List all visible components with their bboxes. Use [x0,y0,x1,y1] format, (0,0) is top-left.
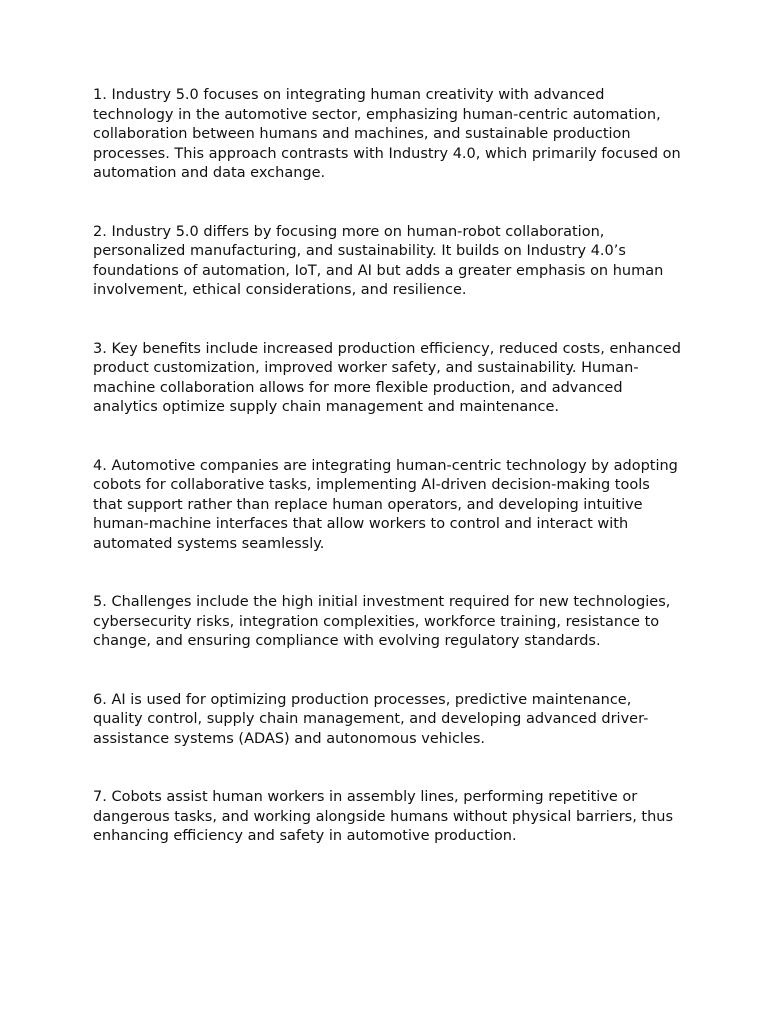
answer-paragraph-2: 2. Industry 5.0 differs by focusing more on human-robot collaboration, personalized manufacturing, and sustainability. It builds on Industry 4.0’s foundations of automation, IoT, and AI but adds a greater emphasis on human involvement, ethical considerations, and resilience. [93,223,664,298]
answer-paragraph-6: 6. AI is used for optimizing production processes, predictive maintenance, quality control, supply chain management, and developing advanced driver-assistance systems (ADAS) and autonomous vehicles. [93,691,649,747]
answer-paragraph-7: 7. Cobots assist human workers in assembly lines, performing repetitive or dangerous tasks, and working alongside humans without physical barriers, thus enhancing efficiency and safety in automotive production. [93,789,674,844]
answer-paragraph-1: 1. Industry 5.0 focuses on integrating human creativity with advanced technology in the automotive sector, emphasizing human-centric automation, collaboration between humans and machines, and sustainable production processes. This approach contrasts with Industry 4.0, which primarily focused on automation and data exchange. [93,87,681,181]
answer-paragraph-5: 5. Challenges include the high initial investment required for new technologies, cybersecurity risks, integration complexities, workforce training, resistance to change, and ensuring compliance with evolving regulatory standards. [93,594,671,649]
answer-paragraph-3: 3. Key benefits include increased production efficiency, reduced costs, enhanced product customization, improved worker safety, and sustainability. Human-machine collaboration allows for more flexible production, and advanced analytics optimize supply chain management and maintenance. [93,340,681,415]
document-page [93,86,683,886]
answer-paragraph-4: 4. Automotive companies are integrating human-centric technology by adopting cobots for collaborative tasks, implementing AI-driven decision-making tools that support rather than replace human operators, and developing intuitive human-machine interfaces that allow workers to control and interact with automated systems seamlessly. [93,457,678,552]
